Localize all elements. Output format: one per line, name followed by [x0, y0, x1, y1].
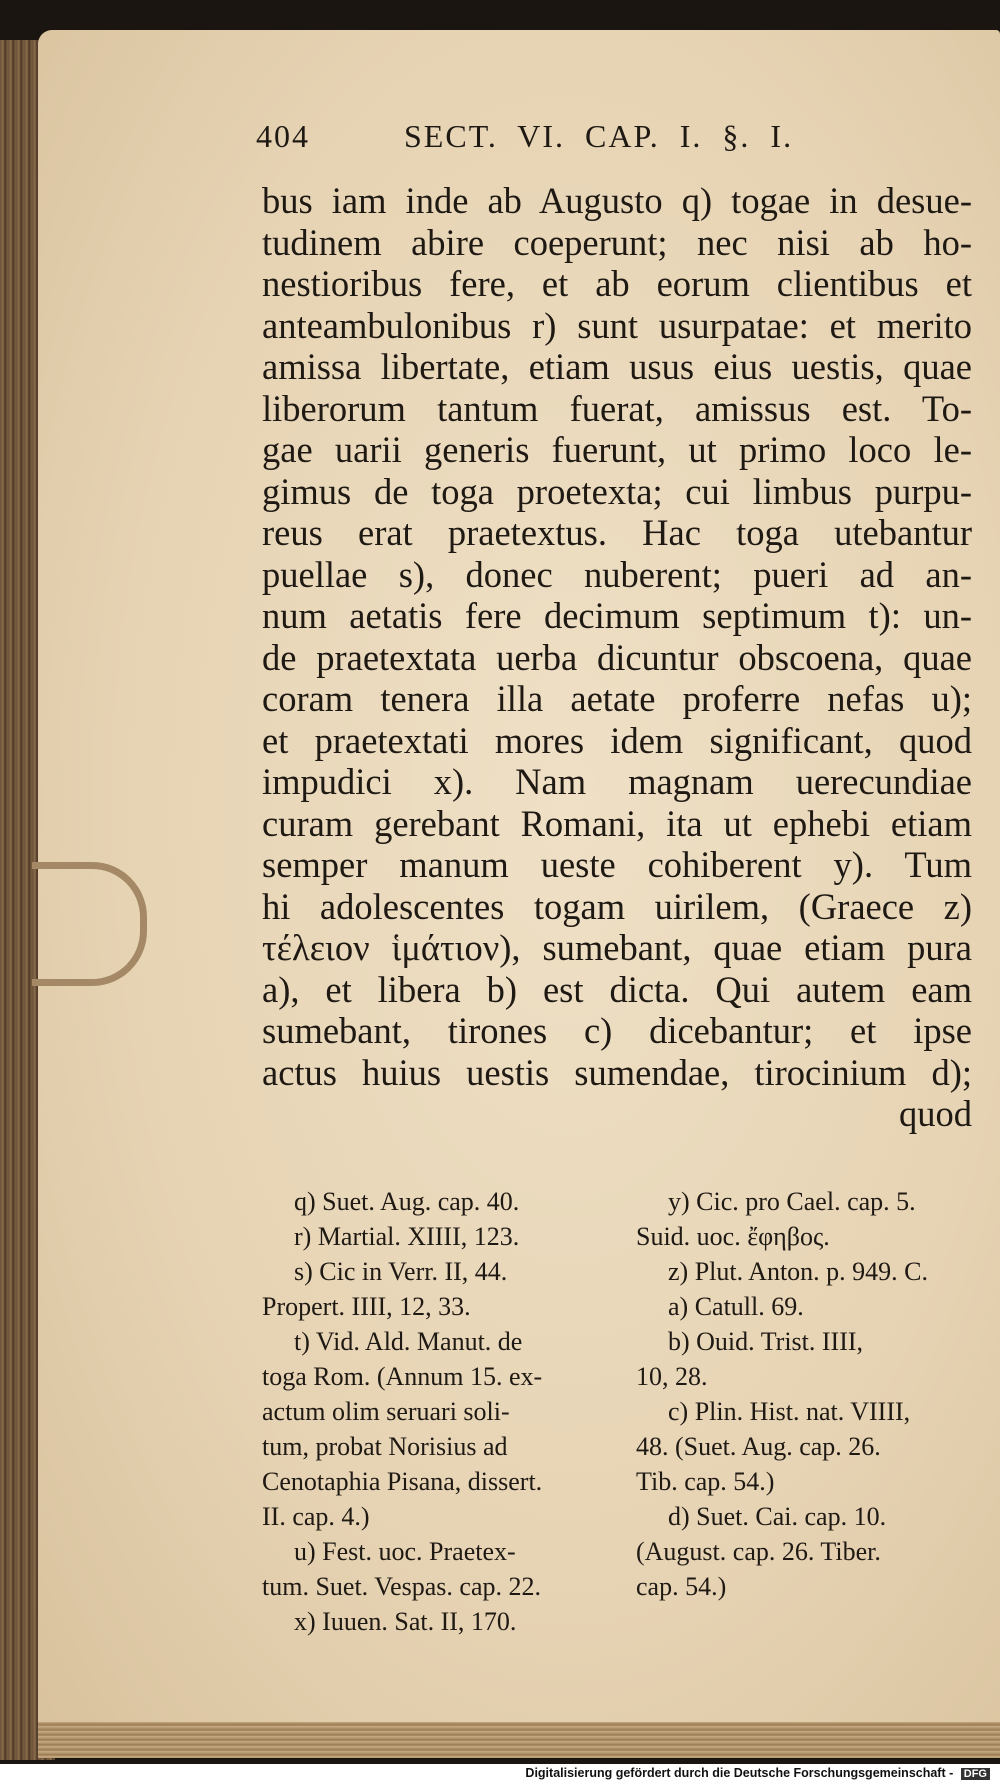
- body-line: a), et libera b) est dicta. Qui autem eam: [262, 968, 972, 1010]
- footnote: tum, probat Norisius ad: [262, 1432, 508, 1461]
- body-line: semper manum ueste cohiberent y). Tum: [262, 844, 972, 885]
- footnote: Tib. cap. 54.): [636, 1467, 775, 1496]
- running-head: SECT. VI. CAP. I. §. I.: [404, 118, 794, 154]
- page-number: 404: [256, 118, 310, 154]
- footnote: Propert. IIII, 12, 33.: [262, 1292, 471, 1321]
- footnote: (August. cap. 26. Tiber.: [636, 1537, 881, 1566]
- body-line: gimus de toga proetexta; cui limbus purpu-: [262, 470, 972, 512]
- catchword: quod: [899, 1093, 972, 1134]
- footnotes-left: [262, 1184, 602, 1639]
- body-line: amissa libertate, etiam usus eius uestis, quae: [262, 346, 972, 387]
- body-line: de praetextata uerba dicuntur obscoena, quae: [262, 636, 972, 678]
- body-line: puellae s), donec nuberent; pueri ad an-: [262, 553, 972, 595]
- page-bottom-edge: [38, 1722, 1000, 1758]
- footnote: b) Ouid. Trist. IIII,: [668, 1327, 864, 1356]
- footnote: r) Martial. XIIII, 123.: [294, 1222, 520, 1251]
- body-line: sumebant, tirones c) dicebantur; et ipse: [262, 1010, 972, 1051]
- footnote: 48. (Suet. Aug. cap. 26.: [636, 1432, 881, 1461]
- body-line: liberorum tantum fuerat, amissus est. To-: [262, 387, 972, 429]
- footnote: 10, 28.: [636, 1362, 708, 1391]
- footnote: c) Plin. Hist. nat. VIIII,: [668, 1397, 911, 1426]
- body-line: anteambulonibus r) sunt usurpatae: et merito: [262, 304, 972, 346]
- footnote: u) Fest. uoc. Praetex-: [294, 1537, 516, 1566]
- footnote: y) Cic. pro Cael. cap. 5.: [668, 1187, 916, 1216]
- footnote: tum. Suet. Vespas. cap. 22.: [262, 1572, 541, 1601]
- body-line: hi adolescentes togam uirilem, (Graece z): [262, 885, 972, 927]
- footnote: toga Rom. (Annum 15. ex-: [262, 1362, 543, 1391]
- footnote: a) Catull. 69.: [668, 1292, 804, 1321]
- body-line: τέλειον ἱμάτιον), sumebant, quae etiam pura: [262, 927, 972, 968]
- funding-note-text: Digitalisierung gefördert durch die Deutsche Forschungsgemeinschaft -: [525, 1766, 954, 1780]
- funding-note: [525, 1766, 990, 1780]
- footnote: Cenotaphia Pisana, dissert.: [262, 1467, 543, 1496]
- body-line: tudinem abire coeperunt; nec nisi ab ho-: [262, 221, 972, 263]
- footnote: t) Vid. Ald. Manut. de: [294, 1327, 523, 1356]
- body-line: coram tenera illa aetate proferre nefas u);: [262, 678, 972, 719]
- page-header: [256, 118, 856, 158]
- body-line: bus iam inde ab Augusto q) togae in desue-: [262, 180, 972, 221]
- body-line: curam gerebant Romani, ita ut ephebi etiam: [262, 802, 972, 844]
- body-line: actus huius uestis sumendae, tirocinium d);: [262, 1051, 972, 1093]
- body-text: [262, 180, 972, 1135]
- body-line: num aetatis fere decimum septimum t): un-: [262, 595, 972, 636]
- footnote: II. cap. 4.): [262, 1502, 370, 1531]
- footnote: Suid. uoc. ἔφηβος.: [636, 1222, 830, 1251]
- body-line: gae uarii generis fuerunt, ut primo loco le-: [262, 429, 972, 470]
- footnote: x) Iuuen. Sat. II, 170.: [294, 1607, 517, 1636]
- body-line: nestioribus fere, et ab eorum clientibus et: [262, 263, 972, 304]
- footnote: d) Suet. Cai. cap. 10.: [668, 1502, 887, 1531]
- dfg-logo: DFG: [961, 1768, 990, 1780]
- page-clip: [32, 862, 147, 986]
- footnote: actum olim seruari soli-: [262, 1397, 510, 1426]
- footnotes-right: [636, 1184, 976, 1604]
- footnote: cap. 54.): [636, 1572, 727, 1601]
- footnote: q) Suet. Aug. cap. 40.: [294, 1187, 520, 1216]
- body-line: reus erat praetextus. Hac toga utebantur: [262, 512, 972, 553]
- footnote: z) Plut. Anton. p. 949. C.: [668, 1257, 929, 1286]
- body-line: impudici x). Nam magnam uerecundiae: [262, 761, 972, 802]
- footer-bar: [0, 1764, 1000, 1788]
- body-line: et praetextati mores idem significant, quod: [262, 719, 972, 761]
- footnote: s) Cic in Verr. II, 44.: [294, 1257, 508, 1286]
